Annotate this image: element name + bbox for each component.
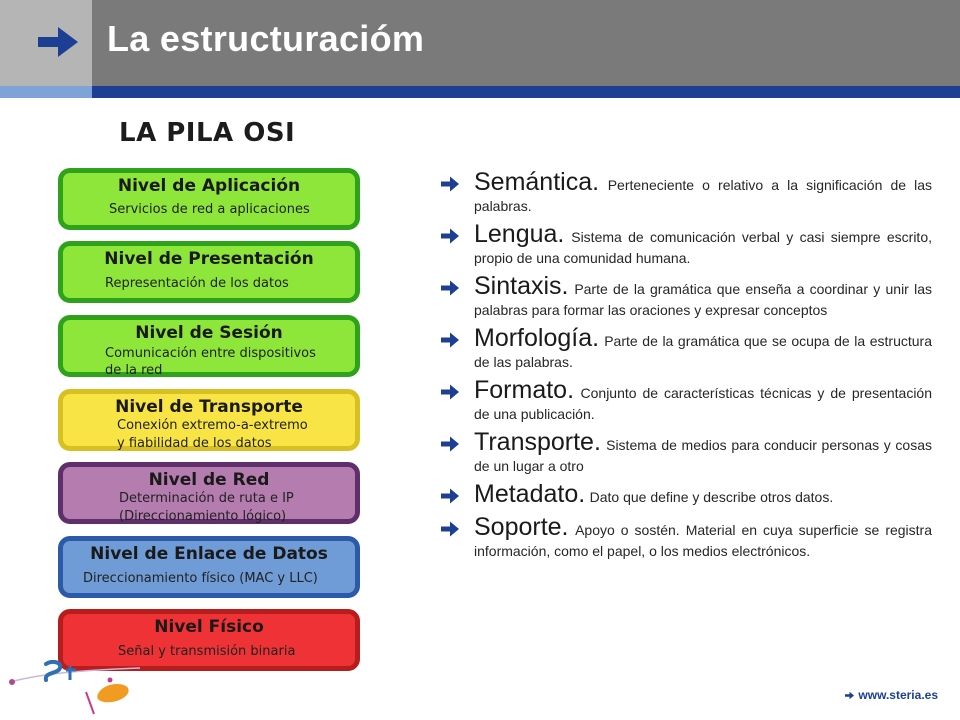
arrow-right-icon	[844, 691, 855, 700]
layer-name: Nivel de Transporte	[115, 397, 303, 417]
header-accent-bar-left	[0, 86, 92, 98]
definition-text: Dato que define y describe otros datos.	[589, 489, 834, 505]
osi-layer-application	[58, 168, 360, 230]
layer-name: Nivel de Enlace de Datos	[90, 544, 328, 564]
arrow-right-icon	[440, 331, 460, 349]
list-item	[440, 220, 932, 268]
arrow-right-icon	[440, 435, 460, 453]
layer-description: Comunicación entre dispositivos	[105, 346, 316, 361]
list-item	[440, 168, 932, 216]
definition-text: Apoyo o sostén. Material en cuya superficie se registra información, como el papel, o los medios electrónicos.	[474, 522, 932, 559]
footer-url-text: www.steria.es	[858, 688, 938, 702]
osi-layer-network	[58, 462, 360, 524]
list-item	[440, 376, 932, 424]
list-item	[440, 513, 932, 561]
list-item	[440, 428, 932, 476]
list-item	[440, 324, 932, 372]
arrow-right-icon	[440, 383, 460, 401]
arrow-right-icon	[34, 18, 82, 66]
layer-description-2: de la red	[105, 363, 163, 378]
layer-name: Nivel de Aplicación	[117, 176, 301, 196]
definition-text: Sistema de comunicación verbal y casi siempre escrito, propio de una comunidad humana.	[474, 229, 932, 266]
definition-term: Metadato.	[474, 480, 586, 508]
definition-term: Transporte.	[474, 428, 601, 456]
footer-link[interactable]	[844, 688, 938, 702]
arrow-right-icon	[440, 520, 460, 538]
osi-layer-transport	[58, 389, 360, 451]
osi-layer-session	[58, 315, 360, 377]
definition-term: Morfología.	[474, 324, 600, 352]
layer-description-2: (Direccionamiento lógico)	[119, 509, 287, 524]
definition-term: Formato.	[474, 376, 575, 404]
layer-description: Direccionamiento físico (MAC y LLC)	[83, 571, 318, 586]
arrow-right-icon	[440, 487, 460, 505]
layer-name: Nivel Físico	[154, 617, 264, 637]
definition-text: Parte de la gramática que se ocupa de la estructura de las palabras.	[474, 333, 932, 370]
osi-stack-title: LA PILA OSI	[119, 118, 296, 148]
layer-name: Nivel de Presentación	[104, 249, 314, 269]
osi-layer-data-link	[58, 536, 360, 598]
definition-term: Semántica.	[474, 168, 600, 196]
steria-logo	[0, 652, 140, 720]
layer-description-2: y fiabilidad de los datos	[117, 436, 272, 451]
definition-text: Perteneciente o relativo a la significación de las palabras.	[474, 177, 932, 214]
layer-description: Determinación de ruta e IP	[119, 491, 294, 506]
arrow-right-icon	[440, 279, 460, 297]
layer-name: Nivel de Sesión	[135, 323, 283, 343]
definitions-list	[440, 168, 932, 561]
header-logo-box	[0, 0, 92, 86]
list-item	[440, 272, 932, 320]
list-item	[440, 480, 932, 509]
definition-text: Parte de la gramática que enseña a coordinar y unir las palabras para formar las oraciones y expresar conceptos	[474, 281, 932, 318]
layer-description: Servicios de red a aplicaciones	[109, 202, 310, 217]
layer-description: Conexión extremo-a-extremo	[117, 418, 308, 433]
definition-term: Sintaxis.	[474, 272, 569, 300]
layer-name: Nivel de Red	[148, 470, 270, 490]
header-accent-bar	[0, 86, 960, 98]
arrow-right-icon	[440, 227, 460, 245]
definition-term: Soporte.	[474, 513, 569, 541]
definition-term: Lengua.	[474, 220, 565, 248]
osi-layer-presentation	[58, 241, 360, 303]
arrow-right-icon	[440, 175, 460, 193]
definition-text: Conjunto de características técnicas y de presentación de una publicación.	[474, 385, 932, 422]
definition-text: Sistema de medios para conducir personas y cosas de un lugar a otro	[474, 437, 932, 474]
layer-description: Representación de los datos	[105, 276, 289, 291]
page-title: La estructuracióm	[107, 18, 425, 59]
layer-description: Señal y transmisión binaria	[118, 644, 296, 659]
